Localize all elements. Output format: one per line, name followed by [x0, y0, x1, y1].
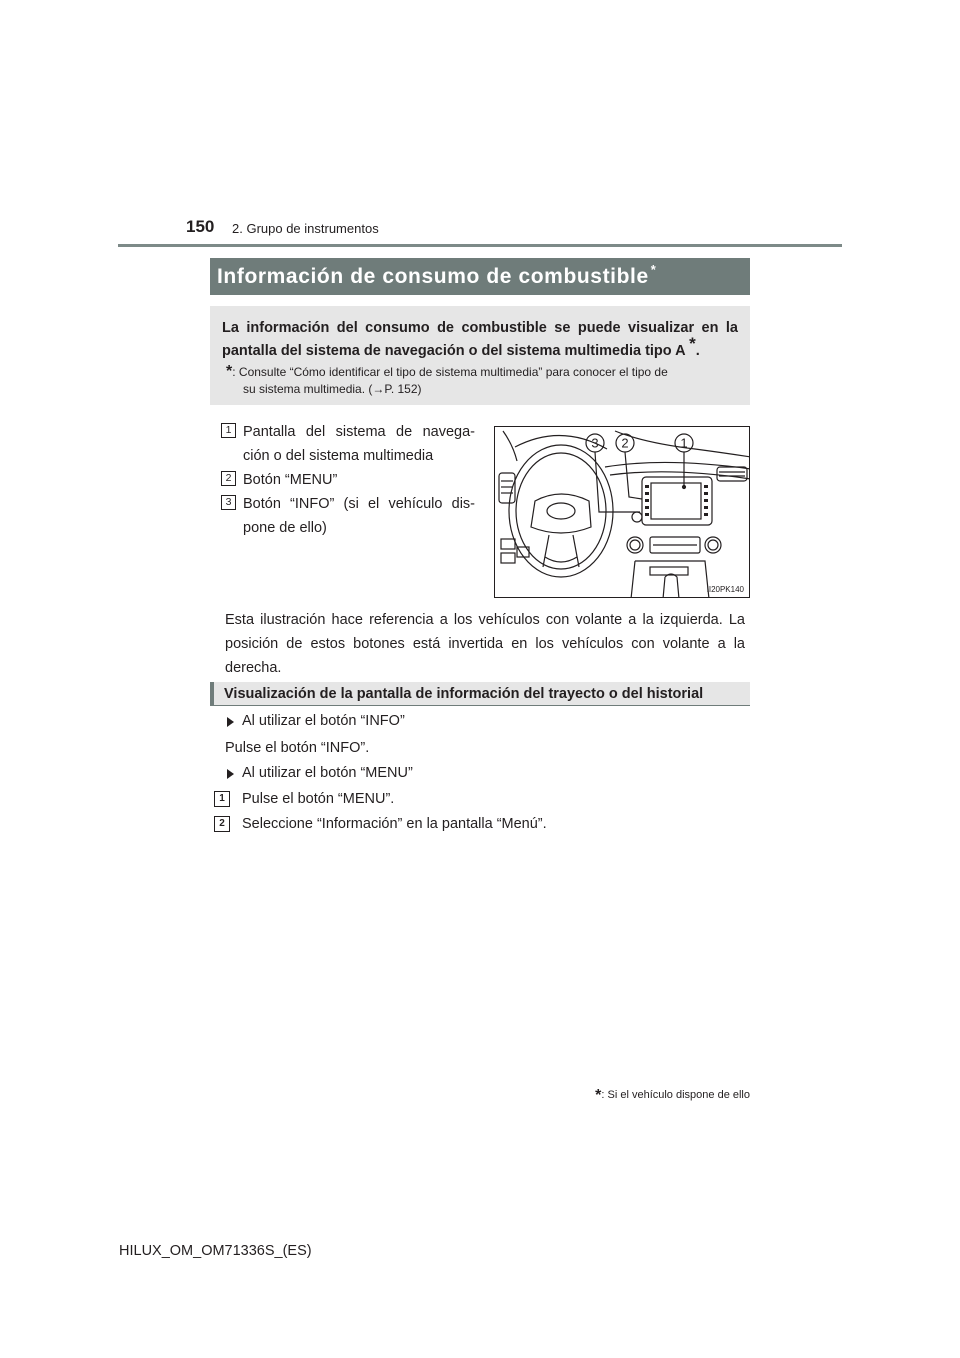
triangle-bullet-icon [227, 769, 234, 779]
bottom-footnote [560, 1087, 750, 1105]
section-title: Información de consumo de combustible [217, 265, 649, 288]
footnote-line-1: : Consulte “Cómo identificar el tipo de sistema multimedia” para conocer el tipo de [232, 365, 668, 379]
callout-1: 1 [680, 435, 688, 451]
item-number-3: 3 [221, 495, 236, 510]
intro-sentence: La información del consumo de combustible se puede visualizar en la pantalla del sistema de navegación o del sistema multimedia tipo A [222, 320, 738, 359]
intro-box [210, 306, 750, 405]
header-rule [118, 244, 842, 247]
intro-footnote [226, 363, 738, 398]
item-number-1: 1 [221, 423, 236, 438]
illustration-note: Esta ilustración hace referencia a los vehículos con volante a la izquierda. La posición de estos botones está invertida en los vehículos con volante a la derecha. [225, 612, 745, 676]
section-title-bar [210, 258, 750, 295]
step-number-1: 1 [214, 791, 230, 807]
footnote-star: * [226, 363, 233, 380]
subheading-text: Visualización de la pantalla de información del trayecto o del historial [224, 686, 704, 702]
item-text-2: Botón “MENU” [243, 472, 338, 488]
case-info-button: Al utilizar el botón “INFO” [242, 713, 405, 729]
item-text-3: Botón “INFO” (si el vehículo dis-pone de ello) [243, 496, 475, 536]
case-menu-button: Al utilizar el botón “MENU” [242, 765, 413, 781]
document-code: HILUX_OM_OM71336S_(ES) [119, 1243, 312, 1259]
triangle-bullet-icon [227, 717, 234, 727]
item-text-1: Pantalla del sistema de navega-ción o del sistema multimedia [243, 424, 475, 464]
subheading-bar [210, 682, 750, 706]
bottom-footnote-star: * [595, 1087, 602, 1104]
step-number-2: 2 [214, 816, 230, 832]
step-text-2: Seleccione “Información” en la pantalla “Menú”. [242, 816, 547, 832]
step-text-1: Pulse el botón “MENU”. [242, 791, 395, 807]
dashboard-illustration [494, 426, 750, 598]
chapter-title: 2. Grupo de instrumentos [232, 221, 379, 236]
bottom-footnote-text: : Si el vehículo dispone de ello [601, 1089, 750, 1101]
title-star: * [650, 262, 657, 277]
intro-text [222, 317, 738, 363]
intro-star: * [689, 334, 696, 354]
callout-3: 3 [591, 435, 599, 451]
step-press-info: Pulse el botón “INFO”. [225, 740, 370, 756]
dashboard-drawing [495, 427, 750, 598]
illustration-code: II20PK140 [706, 585, 744, 594]
item-number-2: 2 [221, 471, 236, 486]
intro-end: . [695, 343, 700, 359]
page-number: 150 [186, 217, 215, 236]
callout-2: 2 [621, 435, 629, 451]
footnote-line-2: su sistema multimedia. (→P. 152) [243, 382, 422, 396]
